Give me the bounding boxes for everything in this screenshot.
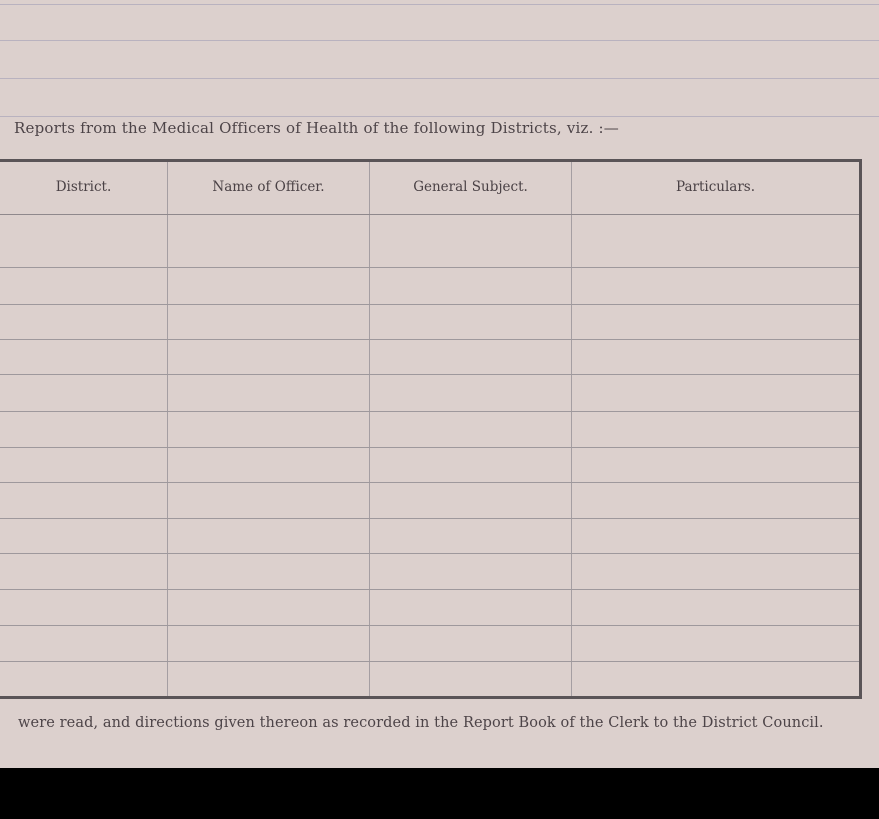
table-row <box>0 304 859 339</box>
ruled-line <box>0 78 879 79</box>
header-district: District. <box>55 179 112 195</box>
cell-particulars <box>572 661 859 696</box>
table-row <box>0 374 859 411</box>
table-right-border <box>859 159 862 699</box>
table-row <box>0 447 859 482</box>
ruled-line <box>0 116 879 117</box>
table-row <box>0 339 859 374</box>
cell-particulars <box>572 518 859 553</box>
cell-general-subject <box>370 411 571 447</box>
ruled-line <box>0 4 879 5</box>
cell-district <box>0 215 167 267</box>
row-divider <box>0 482 859 483</box>
header-name-of-officer: Name of Officer. <box>212 179 325 195</box>
cell-general-subject <box>370 589 571 625</box>
table-row <box>0 518 859 553</box>
cell-name-of-officer <box>168 267 369 304</box>
cell-district <box>0 553 167 589</box>
table-row <box>0 625 859 661</box>
row-divider <box>0 553 859 554</box>
table-row <box>0 661 859 696</box>
cell-district <box>0 339 167 374</box>
cell-general-subject <box>370 661 571 696</box>
cell-name-of-officer <box>168 661 369 696</box>
row-divider <box>0 304 859 305</box>
cell-name-of-officer <box>168 553 369 589</box>
row-divider <box>0 447 859 448</box>
cell-name-of-officer <box>168 339 369 374</box>
cell-particulars <box>572 339 859 374</box>
cell-district <box>0 304 167 339</box>
table-row <box>0 589 859 625</box>
cell-name-of-officer <box>168 482 369 518</box>
cell-district <box>0 482 167 518</box>
cell-district <box>0 625 167 661</box>
cell-particulars <box>572 589 859 625</box>
header-general-subject: General Subject. <box>413 179 528 195</box>
row-divider <box>0 339 859 340</box>
intro-text: Reports from the Medical Officers of Health of the following Districts, viz. :— <box>14 119 620 137</box>
row-divider <box>0 625 859 626</box>
header-particulars: Particulars. <box>675 179 756 195</box>
cell-general-subject <box>370 304 571 339</box>
cell-district <box>0 267 167 304</box>
cell-district <box>0 447 167 482</box>
cell-district <box>0 411 167 447</box>
cell-name-of-officer <box>168 518 369 553</box>
cell-particulars <box>572 482 859 518</box>
cell-general-subject <box>370 625 571 661</box>
cell-name-of-officer <box>168 374 369 411</box>
cell-general-subject <box>370 215 571 267</box>
row-divider <box>0 267 859 268</box>
table-row <box>0 411 859 447</box>
cell-particulars <box>572 304 859 339</box>
row-divider <box>0 589 859 590</box>
cell-district <box>0 589 167 625</box>
cell-particulars <box>572 411 859 447</box>
cell-particulars <box>572 267 859 304</box>
cell-particulars <box>572 215 859 267</box>
cell-name-of-officer <box>168 411 369 447</box>
cell-general-subject <box>370 482 571 518</box>
closing-text: were read, and directions given thereon as recorded in the Report Book of the Clerk to the District Council. <box>18 715 824 731</box>
table-row <box>0 215 859 267</box>
row-divider <box>0 661 859 662</box>
table-row <box>0 267 859 304</box>
cell-particulars <box>572 553 859 589</box>
row-divider <box>0 518 859 519</box>
cell-name-of-officer <box>168 304 369 339</box>
cell-district <box>0 661 167 696</box>
row-divider <box>0 374 859 375</box>
row-divider <box>0 411 859 412</box>
table-row <box>0 482 859 518</box>
cell-name-of-officer <box>168 589 369 625</box>
cell-general-subject <box>370 518 571 553</box>
cell-district <box>0 374 167 411</box>
ruled-line <box>0 40 879 41</box>
table-row <box>0 553 859 589</box>
cell-particulars <box>572 447 859 482</box>
cell-name-of-officer <box>168 215 369 267</box>
cell-name-of-officer <box>168 625 369 661</box>
cell-general-subject <box>370 267 571 304</box>
cell-general-subject <box>370 447 571 482</box>
cell-name-of-officer <box>168 447 369 482</box>
table-bottom-border <box>0 696 862 699</box>
cell-general-subject <box>370 374 571 411</box>
cell-general-subject <box>370 339 571 374</box>
cell-particulars <box>572 374 859 411</box>
reports-table <box>0 159 862 699</box>
cell-particulars <box>572 625 859 661</box>
table-top-border <box>0 159 862 162</box>
cell-district <box>0 518 167 553</box>
cell-general-subject <box>370 553 571 589</box>
